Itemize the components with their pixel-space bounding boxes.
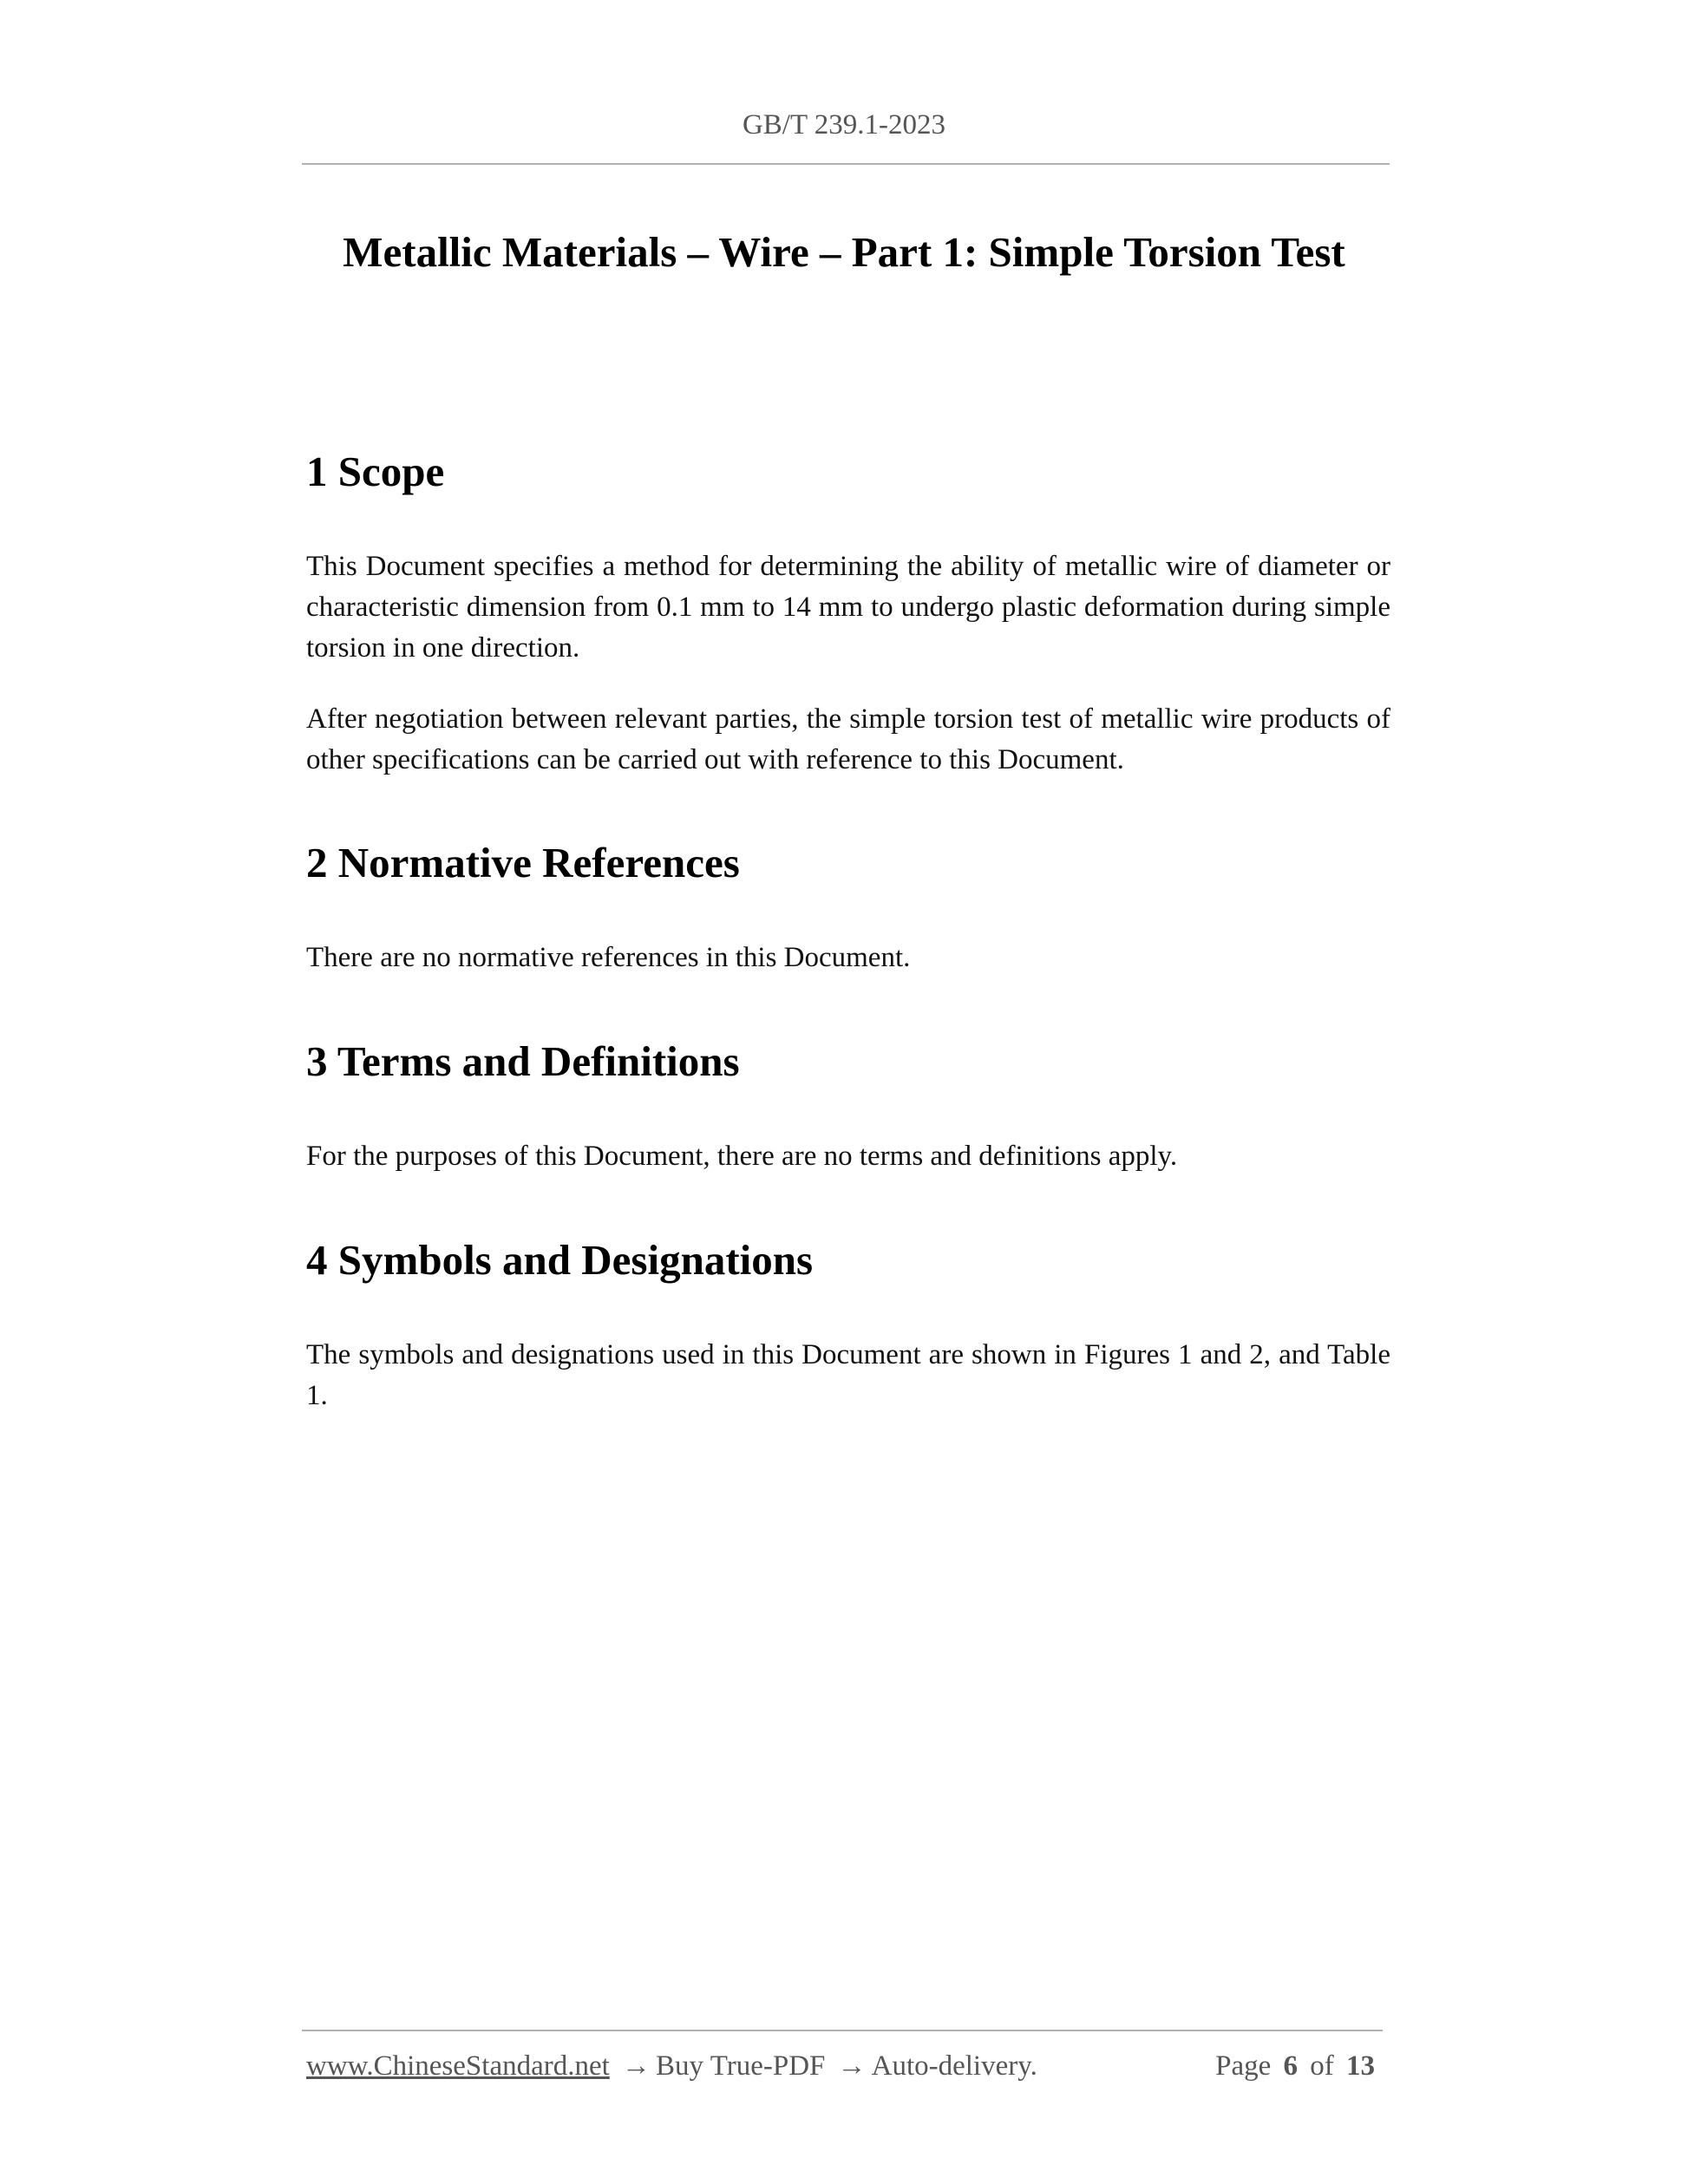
arrow-right-icon: → (837, 2050, 867, 2082)
symbols-designations-paragraph: The symbols and designations used in this Document are shown in Figures 1 and 2, and Table 1. (306, 1339, 1390, 1411)
terms-definitions-paragraph: For the purposes of this Document, there are no terms and definitions apply. (306, 1141, 1178, 1172)
chinesestandard-link[interactable]: www.ChineseStandard.net (306, 2050, 610, 2082)
page-total: 13 (1346, 2050, 1375, 2082)
section-heading-terms-definitions: 3 Terms and Definitions (306, 1037, 740, 1085)
document-title: Metallic Materials – Wire – Part 1: Simple Torsion Test (343, 228, 1345, 276)
auto-delivery-text: Auto-delivery. (871, 2050, 1037, 2082)
arrow-right-icon: → (622, 2050, 651, 2082)
page-label: Page (1215, 2050, 1272, 2082)
scope-paragraph-1: This Document specifies a method for determining the ability of metallic wire of diameter or characteristic dimension from 0.1 mm to 14 mm to undergo plastic deformation during simple torsion in one direction. (306, 551, 1390, 664)
footer-promo (306, 2050, 1037, 2083)
page-current: 6 (1283, 2050, 1298, 2082)
page-indicator (1215, 2050, 1380, 2083)
normative-references-paragraph: There are no normative references in this Document. (306, 942, 911, 973)
page-of-label: of (1310, 2050, 1334, 2082)
section-heading-symbols-designations: 4 Symbols and Designations (306, 1236, 814, 1284)
buy-true-pdf-text: Buy True-PDF (656, 2050, 826, 2082)
standard-code-header: GB/T 239.1-2023 (742, 109, 946, 141)
section-heading-scope: 1 Scope (306, 448, 445, 495)
header-divider (302, 163, 1390, 165)
footer-divider (302, 2030, 1383, 2031)
scope-paragraph-2: After negotiation between relevant parties, the simple torsion test of metallic wire products of other specifications can be carried out with reference to this Document. (306, 703, 1390, 775)
section-heading-normative-references: 2 Normative References (306, 839, 740, 886)
